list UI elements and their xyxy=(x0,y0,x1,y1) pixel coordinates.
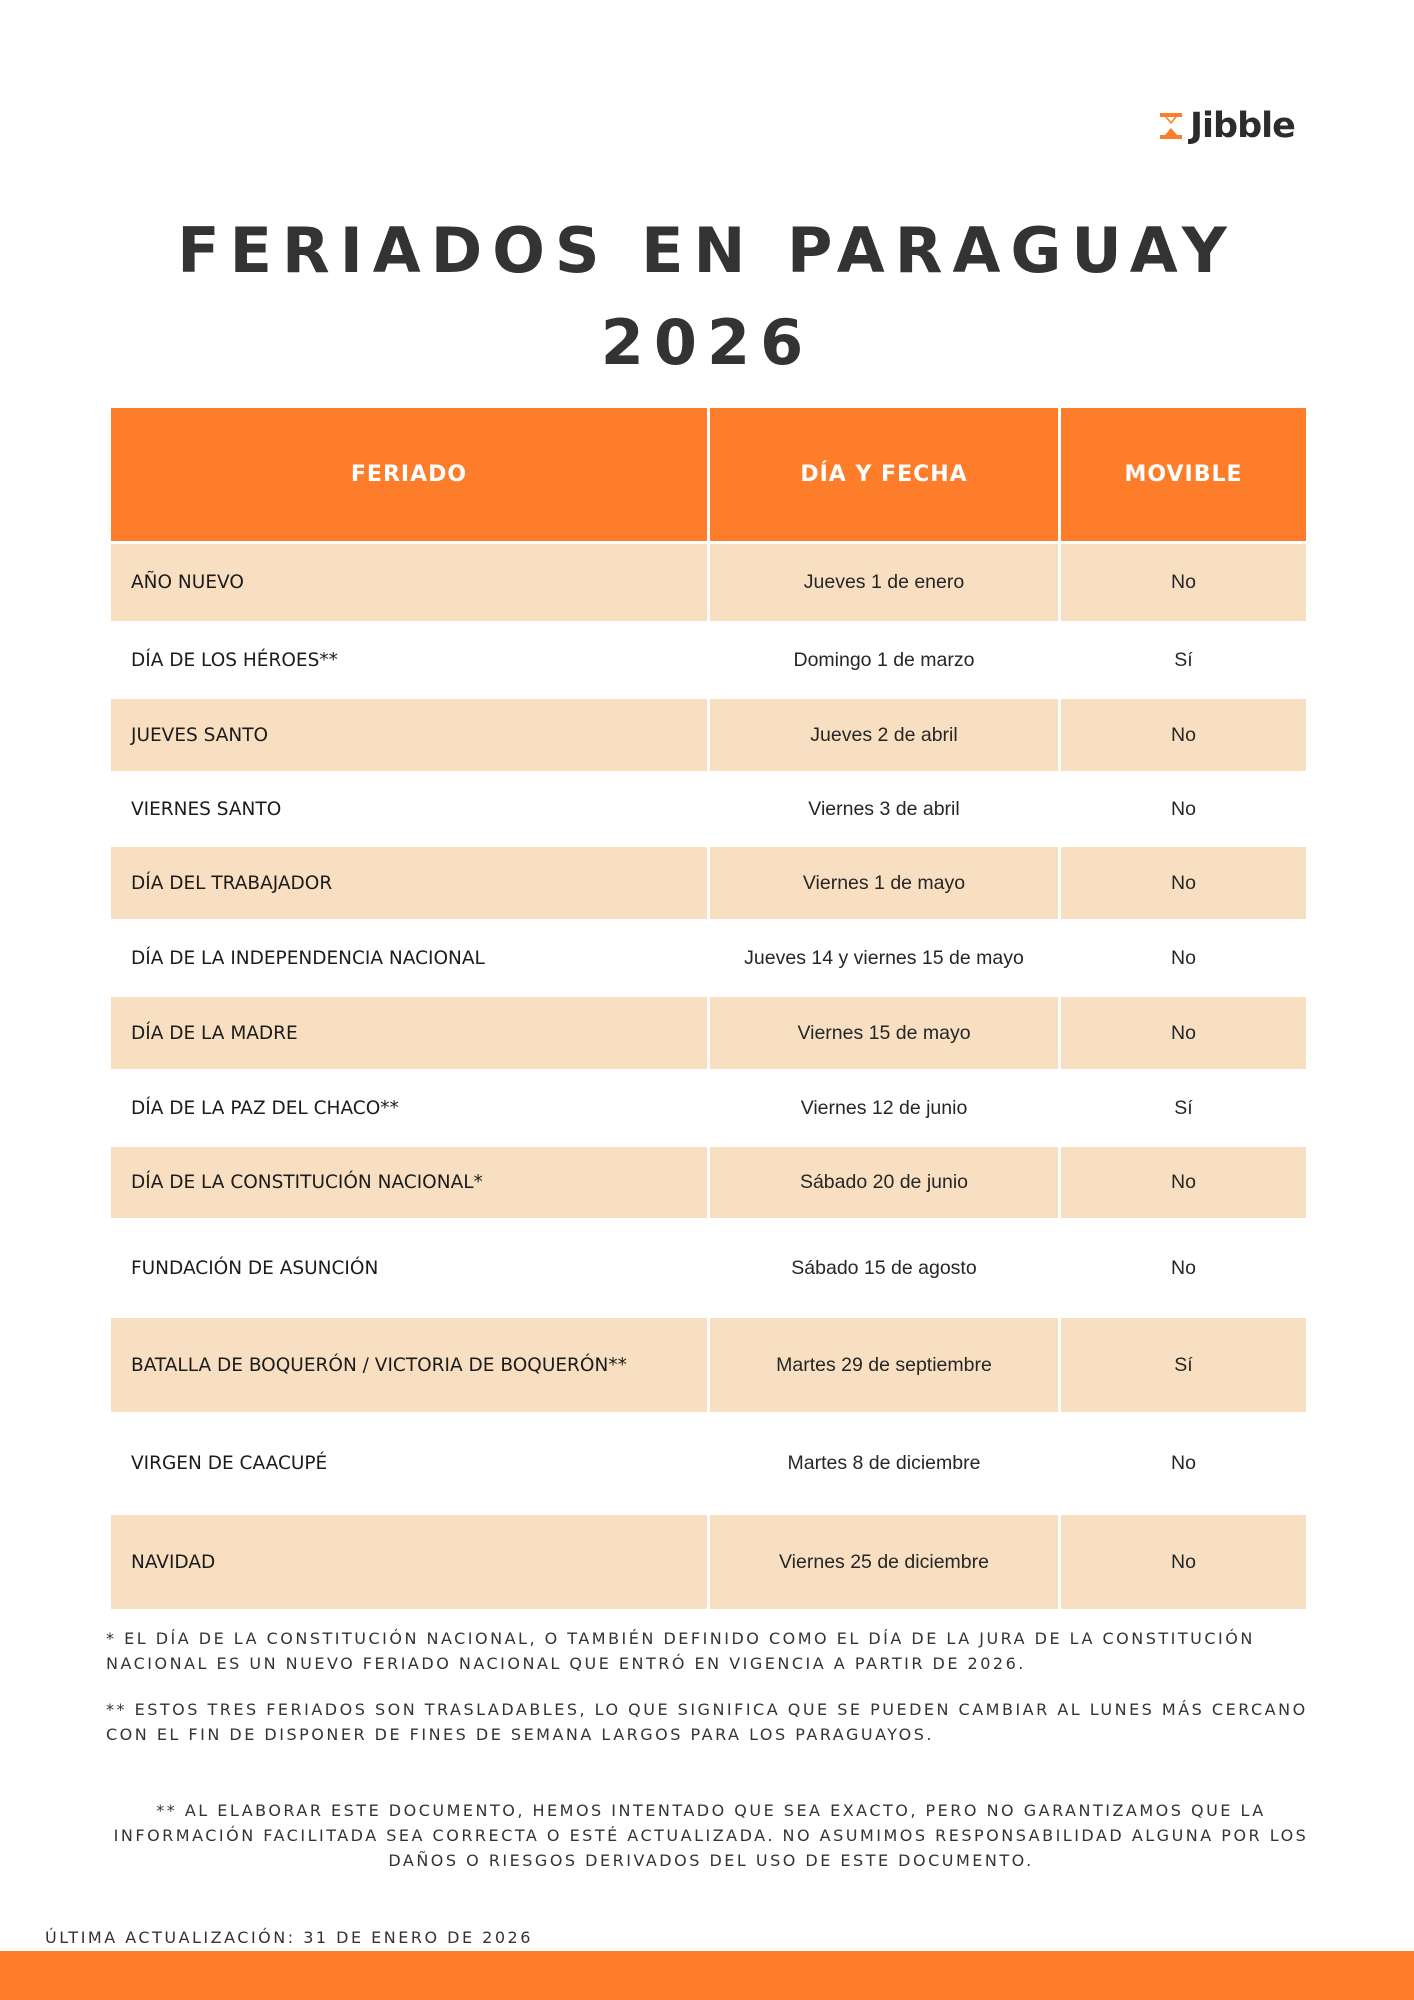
holiday-movable: Sí xyxy=(1174,648,1193,671)
holiday-movable: No xyxy=(1061,699,1306,771)
holiday-name: DÍA DE LOS HÉROES** xyxy=(131,649,338,671)
holiday-movable: No xyxy=(1171,1256,1196,1279)
last-updated: ÚLTIMA ACTUALIZACIÓN: 31 DE ENERO DE 2026 xyxy=(45,1928,533,1947)
holiday-name: VIRGEN DE CAACUPÉ xyxy=(131,1453,328,1474)
holiday-name: DÍA DE LA PAZ DEL CHACO** xyxy=(131,1097,399,1119)
holiday-movable: No xyxy=(1171,946,1196,969)
holiday-name: JUEVES SANTO xyxy=(111,699,707,771)
holiday-movable: No xyxy=(1061,544,1306,621)
brand-logo xyxy=(1158,106,1295,146)
holiday-name: AÑO NUEVO xyxy=(111,544,707,621)
holiday-name: DÍA DE LA INDEPENDENCIA NACIONAL xyxy=(131,947,485,969)
holiday-name: NAVIDAD xyxy=(111,1515,707,1609)
holiday-movable: No xyxy=(1061,1515,1306,1609)
table-row xyxy=(111,1318,1306,1412)
footnote-movable-holidays: ** ESTOS TRES FERIADOS SON TRASLADABLES, LO QUE SIGNIFICA QUE SE PUEDEN CAMBIAR AL LUNES MÁS CERCANO CON EL FIN DE DISPONER DE FINES DE SEMANA LARGOS PARA LOS PARAGUAYOS. xyxy=(106,1700,1308,1744)
holiday-movable: No xyxy=(1061,847,1306,919)
holiday-date: Sábado 15 de agosto xyxy=(791,1256,977,1279)
table-row xyxy=(111,1515,1306,1609)
column-header-holiday: FERIADO xyxy=(111,408,707,544)
page-title-line-1: FERIADOS EN PARAGUAY xyxy=(177,214,1237,287)
hourglass-icon xyxy=(1158,111,1184,141)
holiday-movable: Sí xyxy=(1174,1096,1193,1119)
footnote-constitution: * EL DÍA DE LA CONSTITUCIÓN NACIONAL, O TAMBIÉN DEFINIDO COMO EL DÍA DE LA JURA DE LA CONSTITUCIÓN NACIONAL ES UN NUEVO FERIADO NACIONAL QUE ENTRÓ EN VIGENCIA A PARTIR DE 2026. xyxy=(106,1629,1255,1673)
holiday-date: Viernes 15 de mayo xyxy=(710,997,1058,1069)
holiday-date: Domingo 1 de marzo xyxy=(793,648,975,671)
page-title xyxy=(0,205,1414,389)
column-header-date: DÍA Y FECHA xyxy=(710,408,1058,544)
footer-bar xyxy=(0,1951,1414,2000)
table-row xyxy=(111,847,1306,919)
holiday-date: Martes 8 de diciembre xyxy=(787,1452,981,1474)
holiday-date: Sábado 20 de junio xyxy=(710,1147,1058,1218)
holiday-date: Jueves 2 de abril xyxy=(710,699,1058,771)
holiday-name: DÍA DEL TRABAJADOR xyxy=(111,847,707,919)
holidays-table xyxy=(108,408,1309,1609)
holiday-date: Viernes 12 de junio xyxy=(800,1096,968,1119)
table-row xyxy=(111,1218,1306,1318)
holiday-date: Jueves 14 y viernes 15 de mayo xyxy=(744,946,1024,969)
holiday-movable: Sí xyxy=(1061,1318,1306,1412)
column-header-movable: MOVIBLE xyxy=(1061,408,1306,544)
holiday-movable: No xyxy=(1061,1147,1306,1218)
table-row xyxy=(111,919,1306,997)
holiday-name: DÍA DE LA CONSTITUCIÓN NACIONAL* xyxy=(111,1147,707,1218)
holiday-movable: No xyxy=(1171,797,1196,820)
holiday-movable: No xyxy=(1061,997,1306,1069)
holiday-date: Viernes 1 de mayo xyxy=(710,847,1058,919)
holiday-date: Jueves 1 de enero xyxy=(710,544,1058,621)
holiday-movable: No xyxy=(1171,1452,1196,1474)
holiday-date: Martes 29 de septiembre xyxy=(710,1318,1058,1412)
holiday-date: Viernes 25 de diciembre xyxy=(710,1515,1058,1609)
table-row xyxy=(111,1412,1306,1515)
disclaimer: ** AL ELABORAR ESTE DOCUMENTO, HEMOS INTENTADO QUE SEA EXACTO, PERO NO GARANTIZAMOS QUE LA INFORMACIÓN FACILITADA SEA CORRECTA O ESTÉ ACTUALIZADA. NO ASUMIMOS RESPONSABILIDAD ALGUNA POR LOS DAÑOS O RIESGOS DERIVADOS DEL USO DE ESTE DOCUMENTO. xyxy=(113,1801,1309,1870)
table-row xyxy=(111,1147,1306,1218)
table-row xyxy=(111,699,1306,771)
table-row xyxy=(111,771,1306,847)
table-row xyxy=(111,621,1306,699)
holiday-name: VIERNES SANTO xyxy=(131,798,282,820)
table-row xyxy=(111,1069,1306,1147)
table-header-row xyxy=(111,408,1306,544)
holiday-name: DÍA DE LA MADRE xyxy=(111,997,707,1069)
brand-name: Jibble xyxy=(1190,106,1295,146)
table-row xyxy=(111,997,1306,1069)
holiday-name: FUNDACIÓN DE ASUNCIÓN xyxy=(131,1257,379,1279)
table-row xyxy=(111,544,1306,621)
page-title-line-2: 2026 xyxy=(600,306,814,379)
holiday-name: BATALLA DE BOQUERÓN / VICTORIA DE BOQUERÓN** xyxy=(111,1318,707,1412)
holiday-date: Viernes 3 de abril xyxy=(808,797,960,820)
